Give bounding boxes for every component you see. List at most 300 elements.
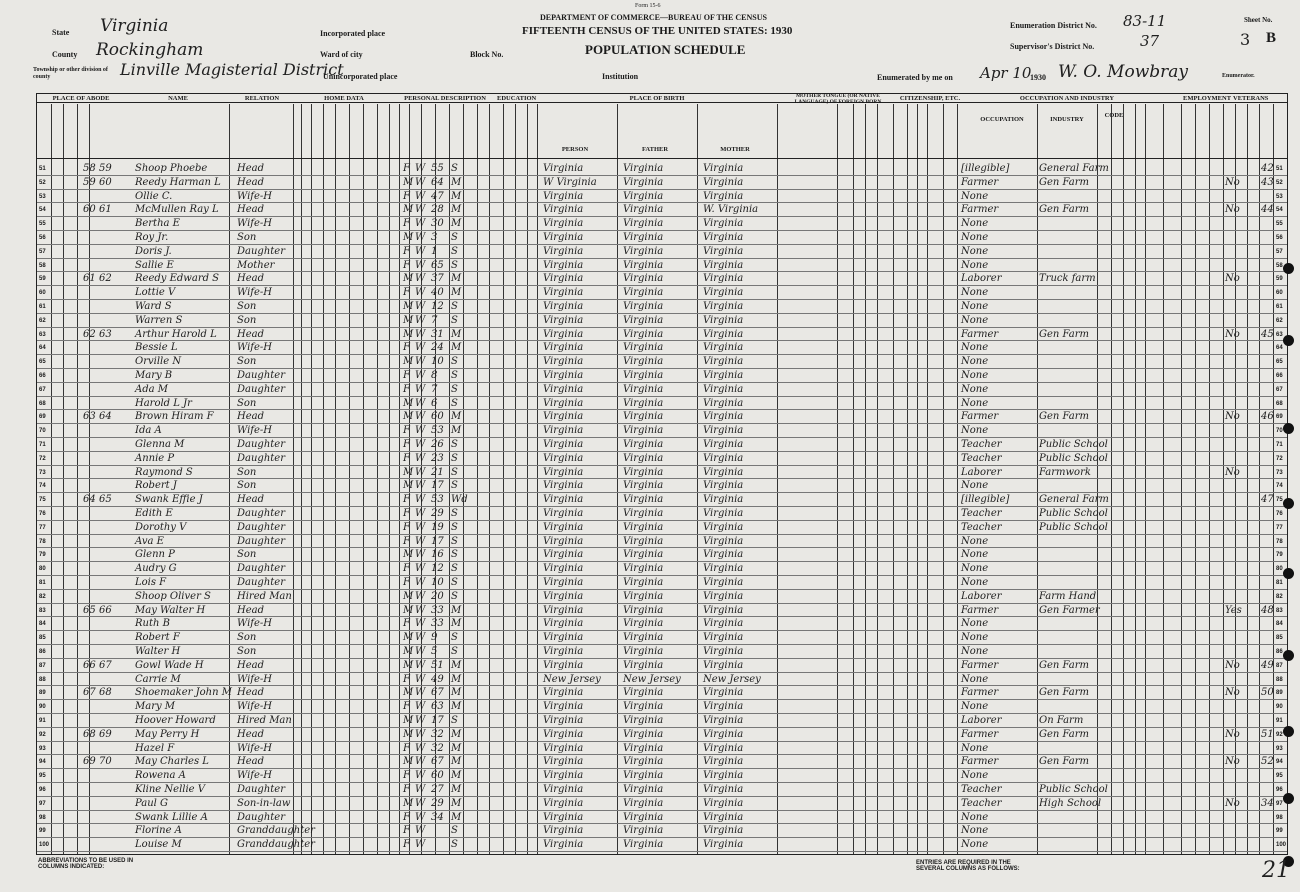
punch-hole (1283, 568, 1294, 579)
line-number-right: 54 (1276, 207, 1283, 214)
cell-dw (83, 617, 99, 631)
cell-dw (83, 231, 99, 245)
table-row (37, 397, 1287, 411)
cell-fam (99, 742, 117, 756)
cell-race: W (415, 301, 426, 312)
line-number-right: 59 (1276, 276, 1283, 283)
cell-f: Virginia (623, 839, 664, 851)
cell-race: W (415, 204, 426, 216)
cell-age: 60 (431, 770, 444, 782)
table-row (37, 659, 1287, 673)
cell-p: Virginia (543, 425, 584, 437)
cell-fs (1261, 341, 1275, 355)
line-number: 94 (39, 759, 46, 766)
cell-mar: S (451, 480, 458, 492)
cell-m: Virginia (703, 811, 744, 823)
cell-f: Virginia (623, 811, 664, 823)
cell-m: Virginia (703, 728, 744, 740)
line-number: 98 (39, 814, 46, 821)
cell-occ: [illegible] (961, 494, 1010, 506)
cell-ind (1039, 190, 1099, 204)
cell-f: Virginia (623, 508, 664, 519)
cell-sex: M (403, 728, 414, 740)
line-number-right: 93 (1276, 745, 1283, 752)
cell-p: Virginia (543, 232, 584, 243)
line-number-right: 95 (1276, 773, 1283, 780)
cell-p: Virginia (543, 701, 584, 713)
table-row (37, 259, 1287, 273)
table-row (37, 645, 1287, 659)
cell-race: W (415, 425, 426, 437)
cell-mar: S (451, 383, 458, 395)
cell-p: Virginia (543, 646, 584, 657)
cell-dw (83, 452, 99, 466)
department-title: DEPARTMENT OF COMMERCE—BUREAU OF THE CENSUS (540, 13, 767, 22)
cell-age: 30 (431, 218, 444, 230)
cell-name: Edith E (135, 508, 173, 519)
cell-dw: 67 (83, 687, 96, 699)
cell-dw (83, 590, 99, 604)
line-number: 65 (39, 359, 46, 366)
cell-vet: No (1225, 687, 1240, 699)
cell-rel: Daughter (237, 370, 285, 381)
cell-mar: M (451, 742, 462, 754)
cell-dw (83, 742, 99, 756)
cell-f: Virginia (623, 797, 664, 809)
sheet-footer (36, 856, 1286, 888)
cell-name: Doris J. (135, 245, 172, 257)
cell-m: Virginia (703, 715, 744, 726)
cell-sex: F (403, 190, 410, 202)
cell-occ: Teacher (961, 784, 1002, 795)
cell-fam (99, 521, 117, 535)
cell-fs (1261, 769, 1275, 783)
cell-fs: 45 (1261, 328, 1274, 340)
cell-name: Robert F (135, 632, 180, 644)
cell-dw: 66 (83, 659, 96, 671)
cell-ind: Public School (1039, 508, 1108, 519)
cell-fs (1261, 217, 1275, 231)
line-number: 55 (39, 221, 46, 228)
cell-ind (1039, 397, 1099, 411)
cell-m: Virginia (703, 259, 744, 271)
cell-sex: M (403, 273, 414, 285)
cell-fam (99, 590, 117, 604)
group-mother-tongue: MOTHER TONGUE (OR NATIVE LANGUAGE) OF FOREIGN BORN (794, 93, 882, 105)
cell-f: Virginia (623, 770, 664, 782)
cell-ind (1039, 300, 1099, 314)
cell-mar: M (451, 701, 462, 713)
cell-vet (1225, 838, 1255, 852)
line-number-right: 53 (1276, 193, 1283, 200)
cell-fs: 44 (1261, 204, 1274, 216)
cell-vet (1225, 424, 1255, 438)
line-number: 76 (39, 511, 46, 517)
cell-occ: None (961, 646, 989, 657)
cell-name: Reedy Edward S (135, 273, 220, 285)
line-number: 89 (39, 690, 46, 697)
cell-sex: F (403, 535, 410, 547)
table-row (37, 369, 1287, 383)
cell-mar: M (451, 218, 462, 230)
cell-mar: M (451, 784, 462, 795)
cell-m: Virginia (703, 328, 744, 340)
cell-race: W (415, 604, 426, 616)
line-number-right: 89 (1276, 690, 1283, 697)
cell-ind (1039, 424, 1099, 438)
line-number-right: 84 (1276, 621, 1283, 628)
cell-vet (1225, 231, 1255, 245)
cell-ind (1039, 742, 1099, 756)
cell-dw (83, 507, 99, 521)
cell-fs (1261, 466, 1275, 480)
cell-name: Hazel F (135, 742, 175, 754)
cell-race: W (415, 397, 426, 409)
cell-occ: None (961, 301, 989, 312)
cell-m: Virginia (703, 176, 744, 188)
cell-vet (1225, 369, 1255, 383)
cell-ind: High School (1039, 797, 1102, 809)
cell-race: W (415, 673, 426, 685)
cell-age: 37 (431, 273, 444, 285)
cell-mar: S (451, 839, 458, 851)
cell-mar: M (451, 342, 462, 354)
line-number-right: 70 (1276, 428, 1283, 435)
cell-p: Virginia (543, 687, 584, 699)
cell-f: Virginia (623, 328, 664, 340)
cell-fs (1261, 231, 1275, 245)
cell-fs (1261, 811, 1275, 825)
cell-m: Virginia (703, 825, 744, 837)
cell-vet (1225, 286, 1255, 300)
cell-occ: None (961, 742, 989, 754)
group-name: NAME (168, 95, 188, 102)
cell-m: Virginia (703, 687, 744, 699)
cell-mar: S (451, 232, 458, 243)
cell-fs: 52 (1261, 756, 1274, 768)
cell-vet (1225, 617, 1255, 631)
cell-rel: Hired Man (237, 590, 292, 602)
line-number-right: 96 (1276, 787, 1283, 793)
table-row (37, 452, 1287, 466)
cell-occ: None (961, 245, 989, 257)
table-row (37, 521, 1287, 535)
cell-p: Virginia (543, 535, 584, 547)
cell-occ: None (961, 770, 989, 782)
cell-m: Virginia (703, 301, 744, 312)
cell-dw (83, 286, 99, 300)
cell-mar: S (451, 535, 458, 547)
cell-occ: None (961, 811, 989, 823)
cell-dw: 64 (83, 494, 96, 506)
cell-age (431, 838, 449, 852)
table-row (37, 548, 1287, 562)
cell-f: Virginia (623, 466, 664, 478)
cell-m: Virginia (703, 314, 744, 326)
cell-m: Virginia (703, 508, 744, 519)
cell-age: 33 (431, 618, 444, 630)
cell-occ: Laborer (961, 590, 1002, 602)
cell-ind (1039, 673, 1099, 687)
cell-vet (1225, 590, 1255, 604)
cell-f: Virginia (623, 218, 664, 230)
cell-fam (99, 548, 117, 562)
line-number-right: 77 (1276, 524, 1283, 531)
cell-rel: Son (237, 480, 257, 492)
cell-ind (1039, 245, 1099, 259)
cell-fs (1261, 190, 1275, 204)
cell-ind: Public School (1039, 439, 1108, 450)
cell-ind: Gen Farm (1039, 756, 1090, 768)
cell-occ: None (961, 383, 989, 395)
cell-fs (1261, 838, 1275, 852)
cell-name: Shoop Oliver S (135, 590, 211, 602)
cell-vet (1225, 521, 1255, 535)
cell-rel: Son (237, 314, 257, 326)
cell-age: 9 (431, 632, 438, 644)
cell-occ: Teacher (961, 521, 1002, 533)
cell-mar: S (451, 452, 458, 464)
line-number: 87 (39, 662, 46, 669)
cell-ind (1039, 838, 1099, 852)
cell-race: W (415, 232, 426, 243)
cell-name: Reedy Harman L (135, 176, 221, 188)
cell-f: New Jersey (623, 673, 681, 685)
cell-name: Robert J (135, 480, 177, 492)
cell-fam (99, 535, 117, 549)
cell-vet (1225, 355, 1255, 369)
cell-fam (99, 700, 117, 714)
cell-m: Virginia (703, 383, 744, 395)
cell-name: Roy Jr. (135, 232, 169, 243)
cell-mar: S (451, 370, 458, 381)
table-row (37, 245, 1287, 259)
cell-mar: S (451, 825, 458, 837)
cell-race: W (415, 508, 426, 519)
cell-f: Virginia (623, 715, 664, 726)
cell-fam: 66 (99, 604, 112, 616)
cell-fam: 64 (99, 411, 112, 423)
cell-m: Virginia (703, 756, 744, 768)
cell-mar: M (451, 687, 462, 699)
cell-f: Virginia (623, 383, 664, 395)
cell-sex: M (403, 590, 414, 602)
cell-name: Mary B (135, 370, 173, 381)
cell-sex: M (403, 604, 414, 616)
cell-p: Virginia (543, 839, 584, 851)
cell-f: Virginia (623, 563, 664, 575)
line-number: 68 (39, 400, 46, 407)
cell-occ: Farmer (961, 756, 999, 768)
cell-race: W (415, 549, 426, 561)
cell-m: Virginia (703, 287, 744, 299)
cell-sex: F (403, 259, 410, 271)
cell-age: 67 (431, 756, 444, 768)
table-row (37, 838, 1287, 852)
cell-age: 19 (431, 521, 444, 533)
cell-occ: Farmer (961, 604, 999, 616)
table-row (37, 479, 1287, 493)
cell-ind: Gen Farm (1039, 687, 1090, 699)
line-number-right: 64 (1276, 345, 1283, 352)
cell-rel: Daughter (237, 577, 285, 588)
cell-race: W (415, 618, 426, 630)
punch-hole (1283, 650, 1294, 661)
cell-race: W (415, 314, 426, 326)
cell-m: Virginia (703, 190, 744, 202)
cell-dw (83, 355, 99, 369)
cell-race: W (415, 521, 426, 533)
cell-age: 47 (431, 190, 444, 202)
line-number: 83 (39, 607, 46, 614)
cell-age: 17 (431, 715, 444, 726)
cell-ind: Public School (1039, 521, 1108, 533)
cell-dw: 58 (83, 163, 96, 174)
cell-race: W (415, 770, 426, 782)
line-number: 95 (39, 773, 46, 780)
cell-vet (1225, 700, 1255, 714)
cell-f: Virginia (623, 728, 664, 740)
cell-mar: M (451, 618, 462, 630)
cell-age: 21 (431, 466, 444, 478)
punch-hole (1283, 498, 1294, 509)
cell-p: Virginia (543, 590, 584, 602)
cell-occ: None (961, 632, 989, 644)
cell-age (431, 824, 449, 838)
cell-race: W (415, 590, 426, 602)
cell-fs (1261, 397, 1275, 411)
line-number: 93 (39, 745, 46, 752)
cell-fam (99, 811, 117, 825)
cell-fam (99, 300, 117, 314)
cell-occ: None (961, 618, 989, 630)
table-row (37, 714, 1287, 728)
cell-fam (99, 645, 117, 659)
line-number: 88 (39, 676, 46, 683)
cell-p: Virginia (543, 577, 584, 588)
cell-sex: F (403, 673, 410, 685)
cell-dw (83, 824, 99, 838)
unincorporated-label: Unincorporated place (323, 72, 398, 81)
cell-occ: Farmer (961, 659, 999, 671)
cell-name: Bertha E (135, 218, 180, 230)
cell-p: Virginia (543, 452, 584, 464)
cell-sex: F (403, 563, 410, 575)
cell-m: Virginia (703, 342, 744, 354)
cell-fam (99, 424, 117, 438)
cell-name: Lois F (135, 577, 167, 588)
entries-title: ENTRIES ARE REQUIRED IN THE SEVERAL COLUMNS AS FOLLOWS: (916, 860, 1020, 872)
cell-race: W (415, 218, 426, 230)
cell-mar: M (451, 425, 462, 437)
cell-fs (1261, 714, 1275, 728)
cell-rel: Daughter (237, 383, 285, 395)
line-number-right: 97 (1276, 800, 1283, 807)
cell-f: Virginia (623, 356, 664, 368)
cell-m: Virginia (703, 604, 744, 616)
cell-occ: Teacher (961, 452, 1002, 464)
cell-f: Virginia (623, 701, 664, 713)
cell-f: Virginia (623, 756, 664, 768)
cell-race: W (415, 715, 426, 726)
line-number-right: 60 (1276, 290, 1283, 297)
cell-f: Virginia (623, 259, 664, 271)
cell-occ: None (961, 232, 989, 243)
cell-age: 53 (431, 425, 444, 437)
county-value: Rockingham (96, 40, 204, 60)
cell-name: Louise M (135, 839, 182, 851)
cell-vet (1225, 535, 1255, 549)
cell-dw (83, 673, 99, 687)
cell-age: 49 (431, 673, 444, 685)
cell-fs: 46 (1261, 411, 1274, 423)
sup-district-value: 37 (1140, 32, 1160, 50)
cell-m: Virginia (703, 370, 744, 381)
cell-ind (1039, 700, 1099, 714)
line-number: 92 (39, 731, 46, 738)
cell-p: Virginia (543, 618, 584, 630)
sheet-number: 3 (1240, 30, 1251, 49)
cell-fam: 69 (99, 728, 112, 740)
table-row (37, 190, 1287, 204)
cell-p: Virginia (543, 480, 584, 492)
cell-dw (83, 783, 99, 797)
cell-m: Virginia (703, 770, 744, 782)
cell-name: Ollie C. (135, 190, 173, 202)
cell-name: Bessie L (135, 342, 178, 354)
cell-age: 63 (431, 701, 444, 713)
cell-rel: Son-in-law (237, 797, 291, 809)
table-row (37, 562, 1287, 576)
cell-mar: S (451, 163, 458, 174)
cell-age: 23 (431, 452, 444, 464)
cell-vet (1225, 631, 1255, 645)
cell-p: Virginia (543, 521, 584, 533)
line-number: 78 (39, 538, 46, 545)
cell-rel: Head (237, 176, 265, 188)
cell-age: 34 (431, 811, 444, 823)
cell-occ: None (961, 342, 989, 354)
cell-m: Virginia (703, 646, 744, 657)
subhead-mother: MOTHER (720, 146, 750, 153)
cell-fam (99, 341, 117, 355)
cell-m: Virginia (703, 356, 744, 368)
cell-age: 26 (431, 439, 444, 450)
cell-ind: Farmwork (1039, 466, 1091, 478)
cell-race: W (415, 328, 426, 340)
line-number: 96 (39, 787, 46, 793)
group-occupation: OCCUPATION AND INDUSTRY (1019, 95, 1115, 102)
cell-ind: Gen Farm (1039, 204, 1090, 216)
cell-p: Virginia (543, 287, 584, 299)
cell-sex: F (403, 163, 410, 174)
table-row (37, 410, 1287, 424)
cell-fam (99, 286, 117, 300)
cell-mar: S (451, 245, 458, 257)
cell-rel: Head (237, 659, 265, 671)
table-row (37, 383, 1287, 397)
cell-name: Harold L Jr (135, 397, 192, 409)
cell-race: W (415, 797, 426, 809)
line-number-right: 62 (1276, 317, 1283, 324)
cell-fam (99, 259, 117, 273)
cell-sex: F (403, 839, 410, 851)
cell-fam (99, 562, 117, 576)
cell-fam (99, 617, 117, 631)
cell-fs (1261, 590, 1275, 604)
cell-fam (99, 355, 117, 369)
cell-m: Virginia (703, 549, 744, 561)
